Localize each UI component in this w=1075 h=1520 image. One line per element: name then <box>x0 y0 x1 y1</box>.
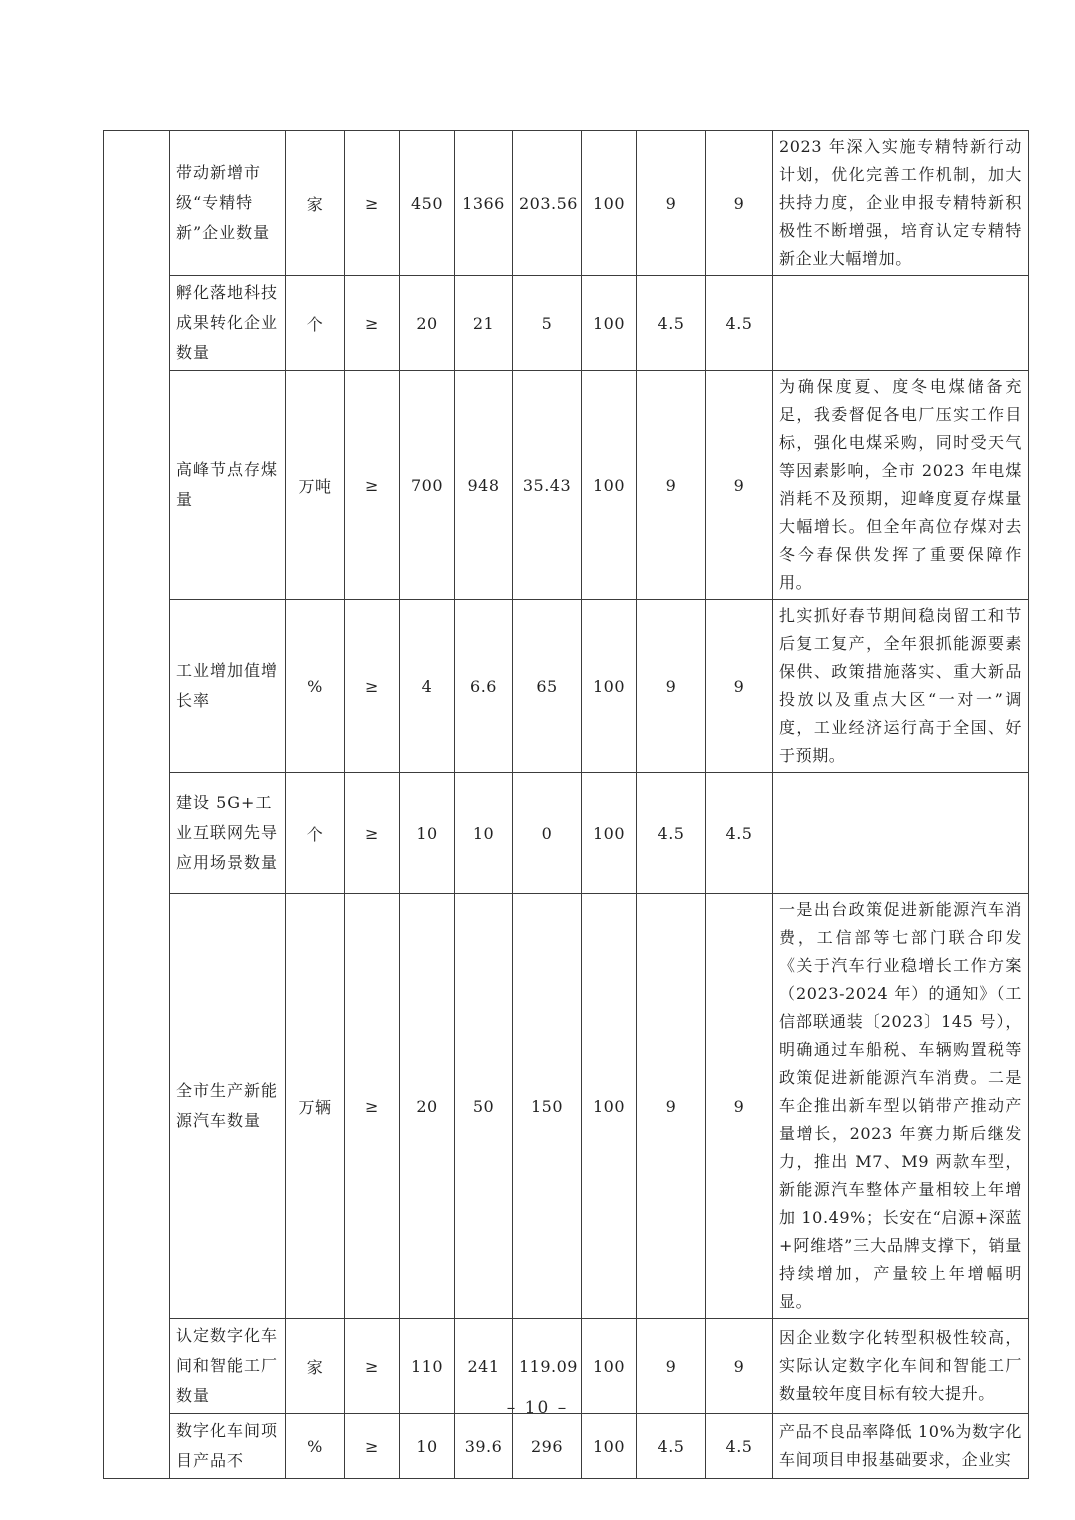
actual-value-cell: 948 <box>455 371 513 600</box>
actual-value-cell: 1366 <box>455 131 513 276</box>
target-value-cell: 110 <box>400 1319 455 1414</box>
remark-cell: 产品不良品率降低 10%为数字化车间项目申报基础要求，企业实 <box>773 1414 1029 1479</box>
unit-cell: 万吨 <box>286 371 345 600</box>
weight-cell: 4.5 <box>637 276 706 371</box>
actual-value-cell: 241 <box>455 1319 513 1414</box>
table-row <box>104 276 1029 371</box>
target-value-cell: 700 <box>400 371 455 600</box>
score-cell: 4.5 <box>706 276 773 371</box>
score-cell: 4.5 <box>706 773 773 894</box>
remark-cell: 一是出台政策促进新能源汽车消费，工信部等七部门联合印发《关于汽车行业稳增长工作方案（2023-2024 年）的通知》（工信部联通装〔2023〕145 号），明确通过车船税、车辆购置税等政策促进新能源汽车消费。二是车企推出新车型以销带产推动产量增长，2023 年赛力斯后继发力，推出 M7、M9 两款车型，新能源汽车整体产量相较上年增加 10.49%；长安在“启源+深蓝+阿维塔”三大品牌支撑下，销量持续增加，产量较上年增幅明显。 <box>773 894 1029 1319</box>
target-value-cell: 450 <box>400 131 455 276</box>
unit-cell: % <box>286 1414 345 1479</box>
completion-rate-cell: 0 <box>513 773 582 894</box>
operator-cell: ≥ <box>345 773 400 894</box>
weight-cell: 9 <box>637 131 706 276</box>
indicator-cell: 工业增加值增长率 <box>170 600 286 773</box>
completion-rate-cell: 296 <box>513 1414 582 1479</box>
weight-cell: 9 <box>637 894 706 1319</box>
score-base-cell: 100 <box>582 773 637 894</box>
continued-left-column-cell <box>104 131 170 1479</box>
unit-cell: 个 <box>286 773 345 894</box>
remark-cell <box>773 773 1029 894</box>
target-value-cell: 4 <box>400 600 455 773</box>
remark-cell: 2023 年深入实施专精特新行动计划，优化完善工作机制，加大扶持力度，企业申报专精特新积极性不断增强，培育认定专精特新企业大幅增加。 <box>773 131 1029 276</box>
score-base-cell: 100 <box>582 600 637 773</box>
unit-cell: 家 <box>286 1319 345 1414</box>
target-value-cell: 10 <box>400 773 455 894</box>
actual-value-cell: 6.6 <box>455 600 513 773</box>
operator-cell: ≥ <box>345 131 400 276</box>
completion-rate-cell: 203.56 <box>513 131 582 276</box>
indicator-cell: 建设 5G+工业互联网先导应用场景数量 <box>170 773 286 894</box>
completion-rate-cell: 35.43 <box>513 371 582 600</box>
actual-value-cell: 50 <box>455 894 513 1319</box>
score-base-cell: 100 <box>582 894 637 1319</box>
weight-cell: 9 <box>637 600 706 773</box>
target-value-cell: 20 <box>400 894 455 1319</box>
operator-cell: ≥ <box>345 1414 400 1479</box>
actual-value-cell: 10 <box>455 773 513 894</box>
unit-cell: 个 <box>286 276 345 371</box>
weight-cell: 9 <box>637 1319 706 1414</box>
table-row <box>104 1414 1029 1479</box>
remark-cell: 扎实抓好春节期间稳岗留工和节后复工复产，全年狠抓能源要素保供、政策措施落实、重大新品投放以及重点大区“一对一”调度，工业经济运行高于全国、好于预期。 <box>773 600 1029 773</box>
remark-cell <box>773 276 1029 371</box>
score-cell: 9 <box>706 1319 773 1414</box>
completion-rate-cell: 150 <box>513 894 582 1319</box>
weight-cell: 4.5 <box>637 1414 706 1479</box>
indicator-cell: 数字化车间项目产品不 <box>170 1414 286 1479</box>
weight-cell: 4.5 <box>637 773 706 894</box>
score-base-cell: 100 <box>582 131 637 276</box>
target-value-cell: 10 <box>400 1414 455 1479</box>
actual-value-cell: 39.6 <box>455 1414 513 1479</box>
score-base-cell: 100 <box>582 276 637 371</box>
unit-cell: % <box>286 600 345 773</box>
page-number: – 10 – <box>506 1398 569 1418</box>
score-cell: 9 <box>706 371 773 600</box>
score-cell: 9 <box>706 894 773 1319</box>
performance-indicators-table <box>103 130 1029 1479</box>
unit-cell: 万辆 <box>286 894 345 1319</box>
score-cell: 4.5 <box>706 1414 773 1479</box>
score-base-cell: 100 <box>582 1319 637 1414</box>
completion-rate-cell: 65 <box>513 600 582 773</box>
operator-cell: ≥ <box>345 894 400 1319</box>
target-value-cell: 20 <box>400 276 455 371</box>
score-base-cell: 100 <box>582 1414 637 1479</box>
table-row <box>104 600 1029 773</box>
unit-cell: 家 <box>286 131 345 276</box>
operator-cell: ≥ <box>345 600 400 773</box>
table-row <box>104 894 1029 1319</box>
indicator-cell: 带动新增市级“专精特新”企业数量 <box>170 131 286 276</box>
completion-rate-cell: 5 <box>513 276 582 371</box>
table-row <box>104 371 1029 600</box>
score-base-cell: 100 <box>582 371 637 600</box>
score-cell: 9 <box>706 131 773 276</box>
operator-cell: ≥ <box>345 371 400 600</box>
indicator-cell: 认定数字化车间和智能工厂数量 <box>170 1319 286 1414</box>
indicator-cell: 孵化落地科技成果转化企业数量 <box>170 276 286 371</box>
table-row <box>104 773 1029 894</box>
indicator-cell: 高峰节点存煤量 <box>170 371 286 600</box>
table-row <box>104 131 1029 276</box>
score-cell: 9 <box>706 600 773 773</box>
completion-rate-cell: 119.09 <box>513 1319 582 1414</box>
operator-cell: ≥ <box>345 276 400 371</box>
operator-cell: ≥ <box>345 1319 400 1414</box>
weight-cell: 9 <box>637 371 706 600</box>
remark-cell: 因企业数字化转型积极性较高，实际认定数字化车间和智能工厂数量较年度目标有较大提升。 <box>773 1319 1029 1414</box>
actual-value-cell: 21 <box>455 276 513 371</box>
remark-cell: 为确保度夏、度冬电煤储备充足，我委督促各电厂压实工作目标，强化电煤采购，同时受天气等因素影响，全市 2023 年电煤消耗不及预期，迎峰度夏存煤量大幅增长。但全年高位存煤对去冬今春保供发挥了重要保障作用。 <box>773 371 1029 600</box>
indicator-cell: 全市生产新能源汽车数量 <box>170 894 286 1319</box>
